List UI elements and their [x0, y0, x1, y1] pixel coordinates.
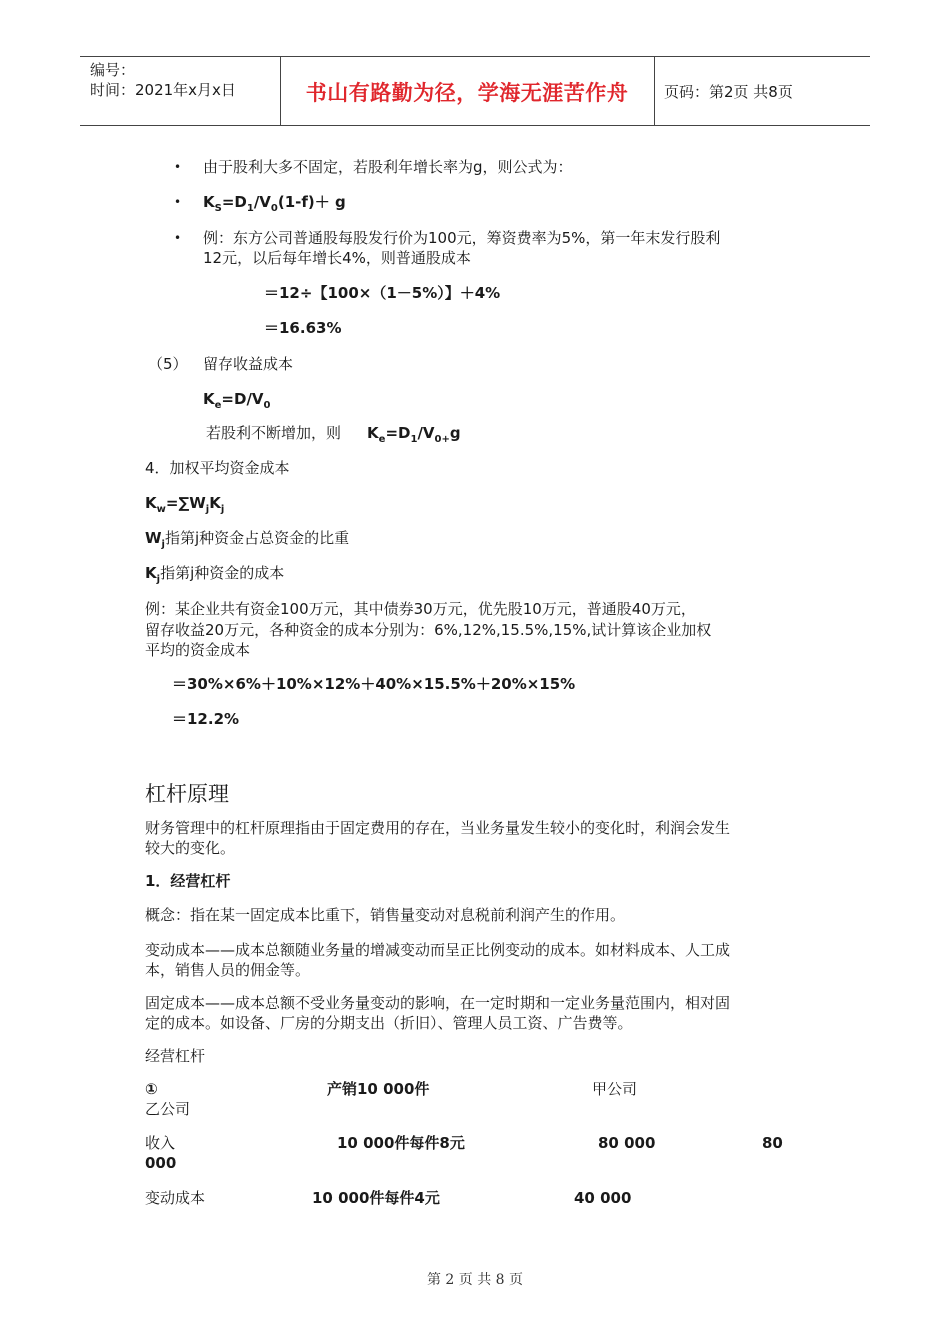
- fixed-cost-text: 固定成本——成本总额不受业务量变动的影响，在一定时期和一定业务量范围内，相对固: [145, 994, 731, 1012]
- bullet-icon: •: [174, 231, 182, 245]
- calc-result: ＝16.63%: [264, 319, 342, 337]
- example-line: 留存收益20万元，各种资金的成本分别为：6%,12%,15.5%,15%,试计算该企业加权: [145, 621, 712, 639]
- page-footer: 第 2 页 共 8 页: [426, 1272, 524, 1288]
- header-meta: [90, 60, 236, 100]
- table-cell: 10 000件每件4元: [312, 1189, 440, 1207]
- calc-result: ＝12.2%: [172, 710, 240, 728]
- table-cell: ①: [145, 1080, 158, 1098]
- formula-ks: $K_S=D_1/V_0(1-f)+ g$: [203, 193, 346, 214]
- calc-line: ＝30%×6%＋10%×12%＋40%×15.5%＋20%×15%: [172, 675, 576, 693]
- operating-leverage-title: 1．经营杠杆: [145, 872, 231, 890]
- example-line: 平均的资金成本: [145, 641, 251, 659]
- formula-ke: $K_e=D/V_0$: [203, 390, 271, 411]
- formula-ke-growth: 若股利不断增加，则 $K_e=D_1/V_{0+}g$: [206, 424, 461, 445]
- retained-earnings-title: 留存收益成本: [203, 355, 294, 373]
- wj-definition: $W_j$指第j种资金占总资金的比重: [145, 529, 350, 550]
- leverage-definition: 较大的变化。: [145, 839, 236, 857]
- calc-line: ＝12÷【100×（1－5%）】＋4%: [264, 284, 501, 302]
- formula-kw: $K_w=\sum W_jK_j$: [145, 494, 225, 515]
- table-cell: 80 000: [598, 1134, 656, 1152]
- concept-text: 概念：指在某一固定成本比重下，销售量变动对息税前利润产生的作用。: [145, 906, 626, 924]
- table-cell: 变动成本: [145, 1189, 206, 1207]
- page-header: [80, 56, 870, 126]
- header-page-code: 页码：第2页 共8页: [664, 83, 793, 101]
- leverage-definition: 财务管理中的杠杆原理指由于固定费用的存在，当业务量发生较小的变化时，利润会发生: [145, 819, 731, 837]
- operating-leverage-label: 经营杠杆: [145, 1047, 206, 1065]
- table-cell: 产销10 000件: [327, 1080, 430, 1098]
- document-number: 编号：: [90, 61, 136, 79]
- fixed-cost-text: 定的成本。如设备、厂房的分期支出（折旧）、管理人员工资、广告费等。: [145, 1014, 633, 1032]
- section-number: （5）: [148, 355, 188, 373]
- weighted-cost-title: 4．加权平均资金成本: [145, 459, 290, 477]
- variable-cost-text: 变动成本——成本总额随业务量的增减变动而呈正比例变动的成本。如材料成本、人工成: [145, 941, 731, 959]
- table-cell: 000: [145, 1154, 177, 1172]
- header-divider: [654, 57, 655, 125]
- bullet-icon: •: [174, 195, 182, 209]
- header-motto: 书山有路勤为径，学海无涯苦作舟: [305, 81, 629, 105]
- kj-definition: $K_j$指第j种资金的成本: [145, 564, 285, 585]
- table-cell: 甲公司: [592, 1080, 638, 1098]
- table-cell: 乙公司: [145, 1100, 191, 1118]
- example-line: 12元，以后每年增长4%，则普通股成本: [203, 249, 471, 267]
- example-line: 例：某企业共有资金100万元，其中债券30万元，优先股10万元，普通股40万元，: [145, 600, 696, 618]
- document-time: 时间：2021年x月x日: [90, 81, 236, 99]
- dividend-growth-text: 由于股利大多不固定，若股利年增长率为g，则公式为：: [203, 158, 573, 176]
- table-cell: 40 000: [574, 1189, 632, 1207]
- example-line: 例：东方公司普通股每股发行价为100元，筹资费率为5%，第一年末发行股利: [203, 229, 721, 247]
- bullet-icon: •: [174, 160, 182, 174]
- table-cell: 80: [762, 1134, 783, 1152]
- variable-cost-text: 本，销售人员的佣金等。: [145, 961, 311, 979]
- table-cell: 10 000件每件8元: [337, 1134, 465, 1152]
- table-cell: 收入: [145, 1134, 176, 1152]
- section-heading: 杠杆原理: [145, 782, 229, 806]
